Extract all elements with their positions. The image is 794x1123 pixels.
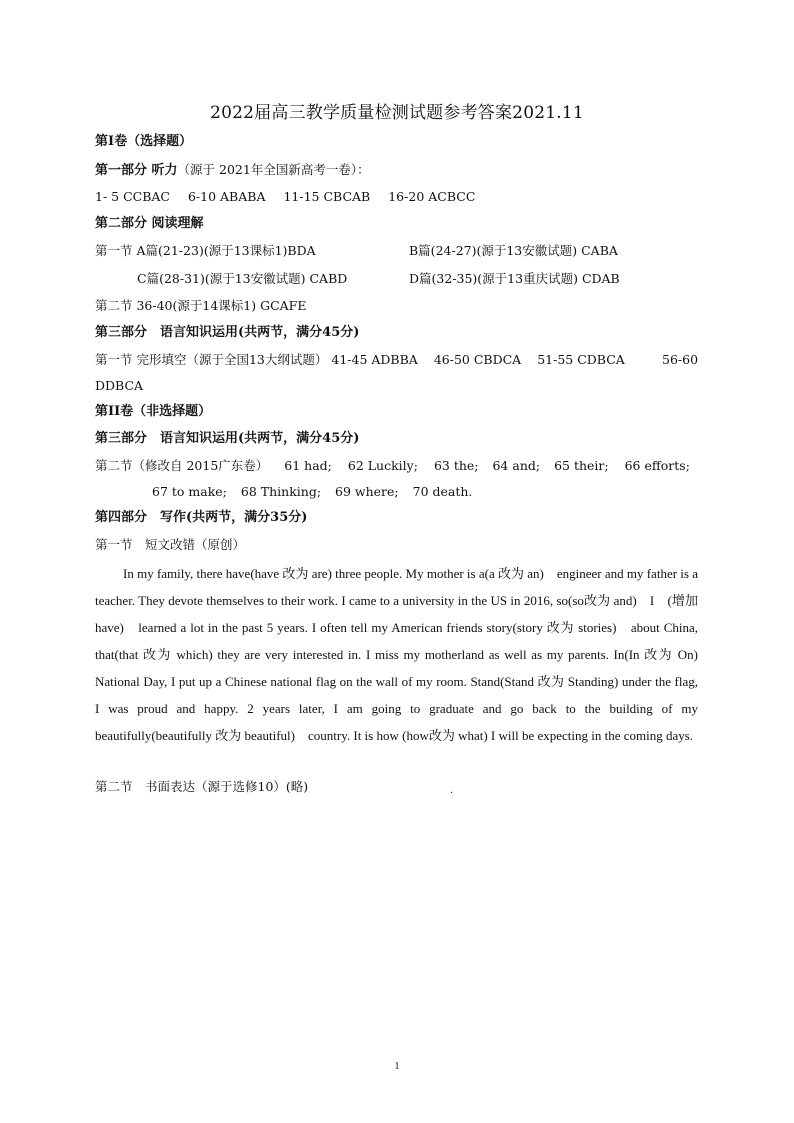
grammar-item: 69 where; xyxy=(335,484,399,499)
cloze-group-4-answers: DDBCA xyxy=(95,378,144,393)
part4-heading: 第四部分 写作(共两节，满分35分) xyxy=(95,510,308,525)
cloze-group-4: 56-60 xyxy=(662,352,699,367)
reading-passage-a: A篇(21-23)(源于13课标1)BDA xyxy=(136,243,316,258)
correction-heading: 第一节 短文改错（原创） xyxy=(95,537,246,552)
grammar-item: 64 and; xyxy=(492,458,541,473)
volume-1-heading: 第I卷（选择题） xyxy=(95,134,193,149)
grammar-item: 70 death. xyxy=(412,484,473,499)
cloze-group-3: 51-55 CDBCA xyxy=(537,352,625,367)
part1-note: （源于 2021年全国新高考一卷）： xyxy=(177,162,370,177)
reading-section1-label: 第一节 xyxy=(95,243,133,258)
reading-passage-b: B篇(24-27)(源于13安徽试题) CABA xyxy=(409,243,618,258)
grammar-item: 66 efforts; xyxy=(624,458,690,473)
grammar-item: 68 Thinking; xyxy=(240,484,322,499)
reading-passage-c: C篇(28-31)(源于13安徽试题) CABD xyxy=(137,271,348,286)
writing-heading: 第二节 书面表达（源于选修10）(略) xyxy=(95,779,309,794)
part3b-heading: 第三部分 语言知识运用(共两节，满分45分) xyxy=(95,431,360,446)
part1-heading: 第一部分 听力 xyxy=(95,163,178,178)
cloze-label: 第一节 完形填空（源于全国13大纲试题） xyxy=(95,352,328,367)
page-title: 2022届高三教学质量检测试题参考答案2021.11 xyxy=(210,103,584,123)
volume-2-heading: 第II卷（非选择题） xyxy=(95,404,212,419)
grammar-line-1 xyxy=(95,458,690,474)
listening-answers xyxy=(95,189,475,205)
grammar-item: 62 Luckily; xyxy=(347,458,418,473)
page-number: 1 xyxy=(394,1061,400,1072)
stray-dot: . xyxy=(450,785,454,796)
part2-heading: 第二部分 阅读理解 xyxy=(95,216,204,231)
grammar-line-2 xyxy=(152,484,472,500)
grammar-label: 第二节（修改自 2015广东卷） xyxy=(95,458,269,473)
correction-passage: In my family, there have(have 改为 are) three people. My mother is a(a 改为 an) engineer and my father is a teacher. They devote themselves to their work. I came to a university in the US in 2016, so(so改为 and) I (增加 have) learned a lot in the past 5 years. I often tell my American friends story(story 改为 stories) about China, that(that 改为 which) they are very interested in. I miss my motherland as well as my parents. In(In 改为 On) National Day, I put up a Chinese national flag on the wall of my room. Stand(Stand 改为 Standing) under the flag, I was proud and happy. 2 years later, I am going to graduate and go back to the building of my beautifully(beautifully 改为 beautiful) country. It is how (how改为 what) I will be expecting in the coming days. xyxy=(95,566,698,743)
cloze-answers xyxy=(95,352,625,368)
cloze-group-1: 41-45 ADBBA xyxy=(331,352,418,367)
listening-group-2: 6-10 ABABA xyxy=(187,189,266,204)
grammar-item: 63 the; xyxy=(433,458,479,473)
part3-heading: 第三部分 语言知识运用(共两节，满分45分) xyxy=(95,325,360,340)
grammar-item: 67 to make; xyxy=(152,484,227,499)
part1-line xyxy=(95,162,370,179)
listening-group-3: 11-15 CBCAB xyxy=(283,189,371,204)
reading-line-1 xyxy=(95,243,316,259)
reading-passage-d: D篇(32-35)(源于13重庆试题) CDAB xyxy=(409,271,620,286)
cloze-group-2: 46-50 CBDCA xyxy=(433,352,522,367)
grammar-item: 61 had; xyxy=(284,458,332,473)
grammar-item: 65 their; xyxy=(554,458,609,473)
listening-group-4: 16-20 ACBCC xyxy=(388,189,476,204)
listening-group-1: 1- 5 CCBAC xyxy=(95,189,170,204)
reading-section2: 第二节 36-40(源于14课标1) GCAFE xyxy=(95,298,307,313)
